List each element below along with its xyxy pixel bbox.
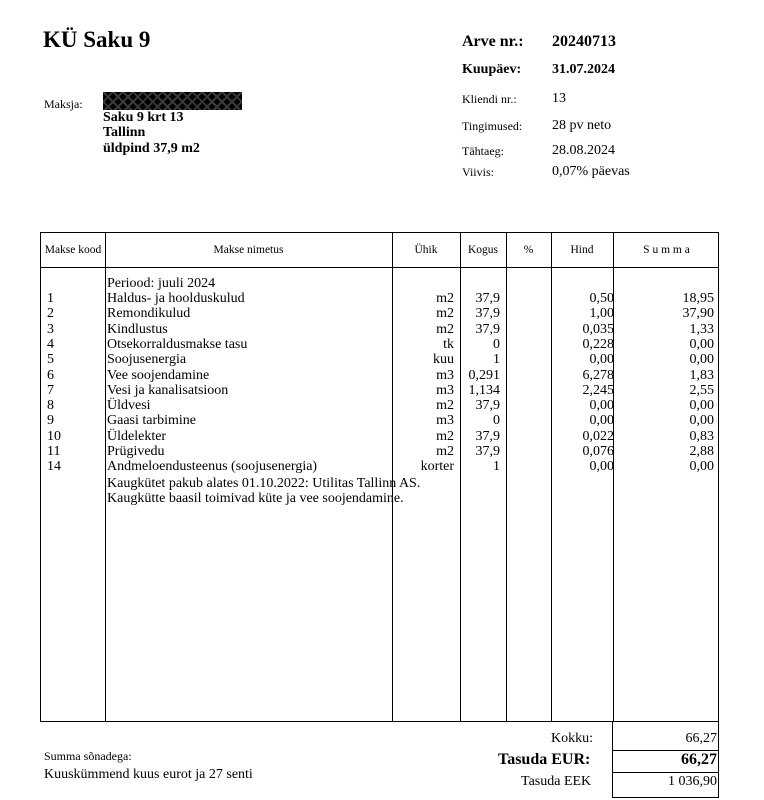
row-name: Andmeloendusteenus (soojusenergia) [107, 459, 318, 475]
row-unit: tk [443, 336, 454, 352]
row-name: Gaasi tarbimine [107, 413, 197, 429]
row-price: 0,00 [589, 413, 614, 429]
row-name: Vesi ja kanalisatsioon [107, 382, 229, 398]
table-row [41, 383, 720, 398]
client-number-label: Kliendi nr.: [462, 92, 517, 106]
row-name: Kindlustus [107, 321, 168, 337]
row-code: 3 [47, 321, 54, 337]
late-fee: 0,07% päevas [552, 164, 630, 179]
row-price: 0,00 [589, 352, 614, 368]
pay-eur-label: Tasuda EUR: [498, 751, 591, 768]
invoice-number-label: Arve nr.: [462, 33, 524, 50]
row-quantity: 0 [493, 413, 500, 429]
invoice-number: 20240713 [552, 33, 616, 50]
invoice-table [40, 232, 719, 722]
row-unit: korter [420, 459, 454, 475]
row-unit: m3 [436, 413, 454, 429]
period-label: Periood: juuli 2024 [107, 276, 216, 291]
note-line: Kaugkütet pakub alates 01.10.2022: Utilitas Tallinn AS. [107, 476, 421, 491]
row-unit: m2 [436, 321, 454, 337]
row-sum: 18,95 [682, 291, 714, 306]
row-code: 14 [47, 459, 61, 475]
header-name: Makse nimetus [213, 243, 284, 256]
header-quantity: Kogus [467, 243, 499, 256]
row-price: 0,228 [582, 336, 614, 352]
row-sum: 0,00 [689, 398, 714, 414]
row-unit: m2 [436, 306, 454, 322]
table-row [41, 398, 720, 413]
row-unit: m2 [436, 398, 454, 414]
pay-eek-label: Tasuda EEK [521, 774, 592, 789]
terms-label: Tingimused: [462, 119, 523, 133]
row-code: 5 [47, 352, 54, 368]
row-unit: m2 [436, 428, 454, 444]
total-label: Kokku: [551, 731, 593, 746]
row-unit: m3 [436, 382, 454, 398]
row-code: 2 [47, 306, 54, 322]
row-quantity: 1 [493, 459, 500, 475]
company-name: KÜ Saku 9 [43, 27, 151, 52]
row-unit: m3 [436, 367, 454, 383]
row-code: 7 [47, 382, 54, 398]
row-price: 6,278 [582, 367, 614, 383]
payer-label: Maksja: [44, 97, 83, 111]
row-sum: 0,00 [689, 459, 714, 475]
sum-in-words-label: Summa sõnadega: [44, 749, 132, 763]
row-code: 8 [47, 398, 54, 414]
row-sum: 0,00 [689, 336, 714, 352]
row-sum: 0,00 [689, 352, 714, 368]
row-unit: m2 [436, 444, 454, 459]
row-quantity: 37,9 [475, 444, 500, 459]
table-row [41, 322, 720, 337]
table-row [41, 413, 720, 428]
row-name: Üldvesi [107, 398, 151, 414]
row-quantity: 37,9 [475, 398, 500, 414]
row-quantity: 37,9 [475, 428, 500, 444]
row-name: Otsekorraldusmakse tasu [107, 336, 248, 352]
header-price: Hind [570, 243, 594, 256]
row-price: 0,022 [582, 428, 614, 444]
row-name: Prügivedu [107, 444, 165, 459]
redacted-payer-name [103, 92, 242, 110]
row-quantity: 37,9 [475, 291, 500, 306]
row-code: 1 [47, 291, 54, 306]
row-price: 0,50 [589, 291, 614, 306]
table-row [41, 444, 720, 459]
row-quantity: 37,9 [475, 306, 500, 322]
sum-in-words: Kuuskümmend kuus eurot ja 27 senti [44, 767, 253, 782]
late-fee-label: Viivis: [462, 165, 494, 179]
row-code: 10 [47, 428, 61, 444]
payer-city: Tallinn [103, 125, 146, 140]
row-sum: 1,33 [689, 321, 714, 337]
due-date: 28.08.2024 [552, 143, 615, 158]
row-code: 6 [47, 367, 54, 383]
note-line: Kaugkütte baasil toimivad küte ja vee soojendamine. [107, 491, 404, 506]
row-sum: 0,00 [689, 413, 714, 429]
payer-area: üldpind 37,9 m2 [103, 141, 200, 156]
invoice-date-label: Kuupäev: [462, 62, 522, 77]
row-sum: 0,83 [689, 428, 714, 444]
terms: 28 pv neto [552, 118, 612, 133]
table-row [41, 459, 720, 474]
table-row [41, 352, 720, 367]
row-price: 0,035 [582, 321, 614, 337]
row-name: Vee soojendamine [107, 367, 210, 383]
row-code: 4 [47, 336, 54, 352]
row-code: 11 [47, 444, 61, 459]
table-row [41, 306, 720, 321]
row-quantity: 0 [493, 336, 500, 352]
row-sum: 2,88 [689, 444, 714, 459]
pay-eek-value: 1 036,90 [668, 774, 717, 789]
row-price: 0,076 [582, 444, 614, 459]
due-date-label: Tähtaeg: [462, 144, 504, 158]
header-unit: Ühik [414, 243, 438, 256]
row-price: 2,245 [582, 382, 614, 398]
table-row [41, 337, 720, 352]
client-number: 13 [552, 91, 566, 106]
row-name: Remondikulud [107, 306, 191, 322]
row-unit: m2 [436, 291, 454, 306]
table-row [41, 368, 720, 383]
row-price: 0,00 [589, 398, 614, 414]
row-unit: kuu [433, 352, 454, 368]
payer-address: Saku 9 krt 13 [103, 110, 184, 125]
header-code: Makse kood [44, 243, 102, 256]
row-sum: 37,90 [682, 306, 714, 322]
row-name: Üldelekter [107, 428, 167, 444]
row-price: 1,00 [589, 306, 614, 322]
row-code: 9 [47, 413, 54, 429]
row-quantity: 37,9 [475, 321, 500, 337]
pay-eur-value: 66,27 [681, 751, 717, 768]
row-price: 0,00 [589, 459, 614, 475]
row-name: Haldus- ja hoolduskulud [107, 291, 245, 306]
row-quantity: 1,134 [468, 382, 500, 398]
header-percent: % [523, 243, 534, 256]
row-quantity: 1 [493, 352, 500, 368]
table-row [41, 429, 720, 444]
table-row [41, 291, 720, 306]
total-value: 66,27 [685, 731, 717, 746]
row-name: Soojusenergia [107, 352, 187, 368]
header-sum: S u m m a [643, 243, 690, 256]
row-sum: 2,55 [689, 382, 714, 398]
invoice-date: 31.07.2024 [552, 62, 615, 77]
row-quantity: 0,291 [468, 367, 500, 383]
row-sum: 1,83 [689, 367, 714, 383]
